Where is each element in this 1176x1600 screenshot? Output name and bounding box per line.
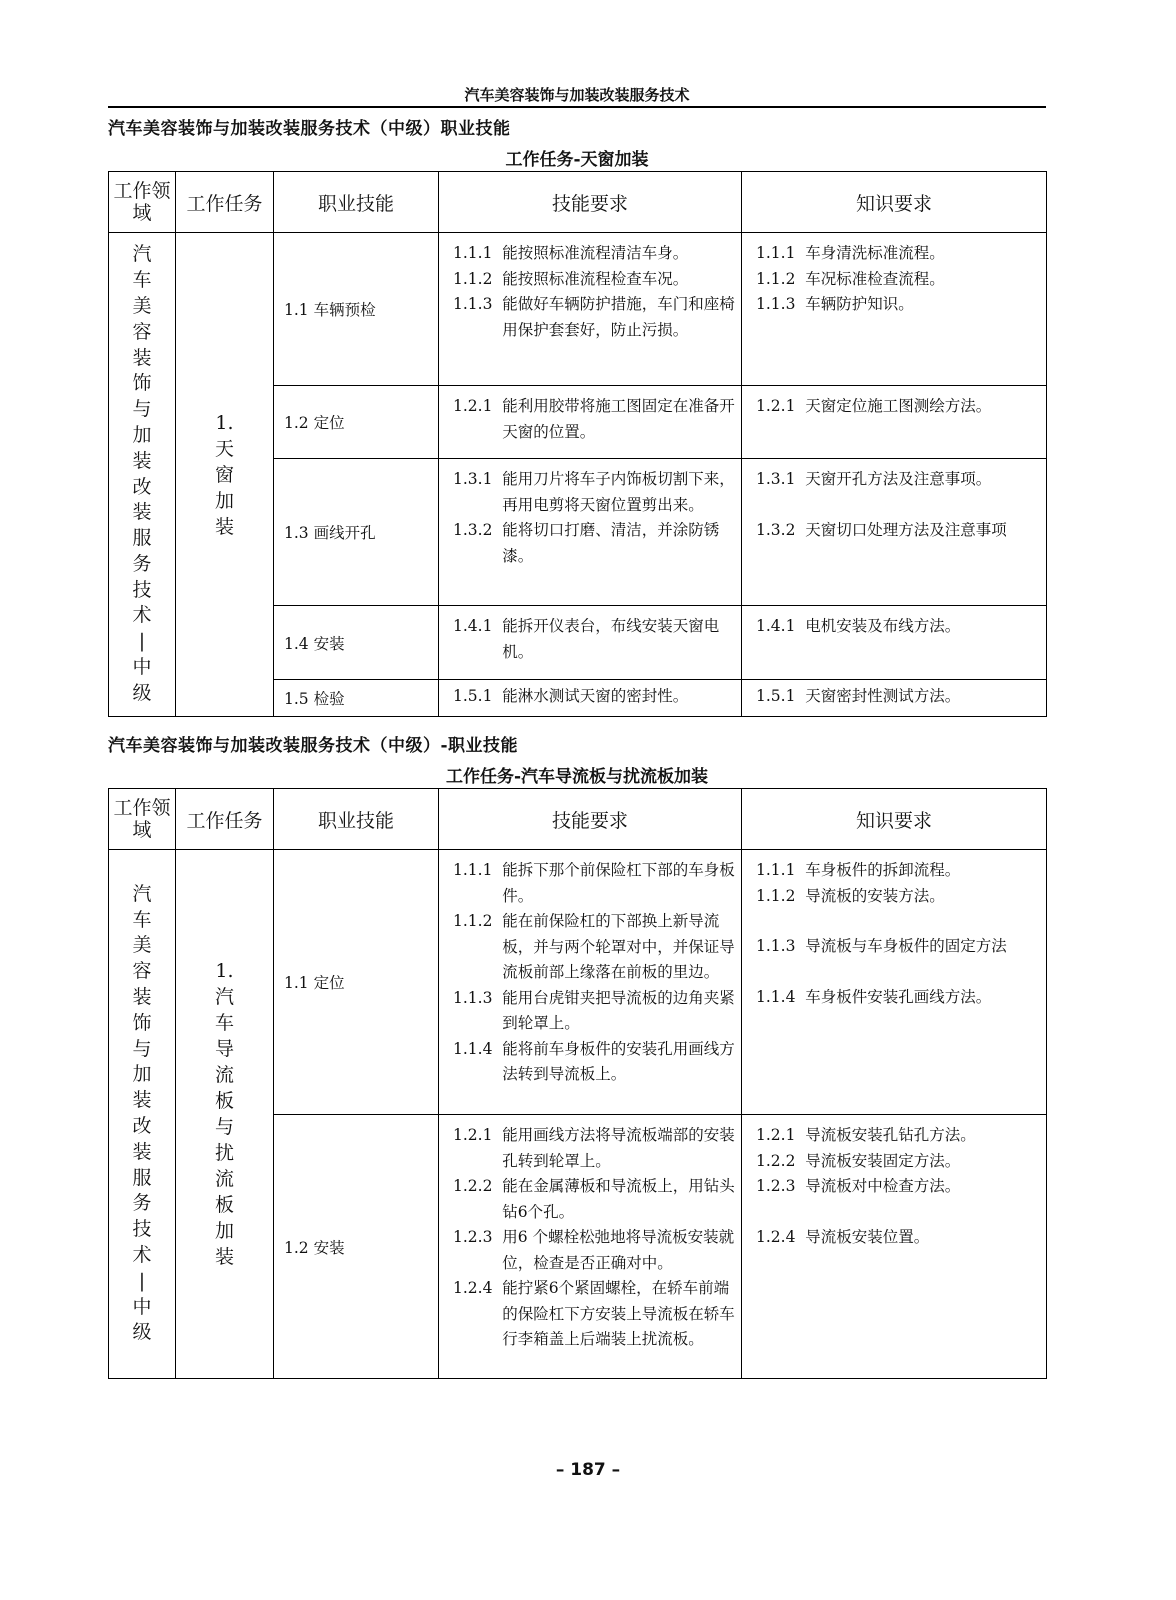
vertical-char: 级 (132, 681, 152, 704)
requirement-number: 1.1.1 (756, 861, 806, 879)
requirement-number: 1.2.3 (756, 1177, 806, 1195)
requirement-number: 1.4.1 (453, 617, 503, 635)
vertical-char: 装 (214, 1246, 234, 1268)
skills-table (108, 171, 1047, 717)
requirement-number: 1.1.3 (453, 988, 503, 1007)
page-number: – 187 – (555, 1460, 621, 1480)
vertical-char: 汽 (132, 882, 152, 905)
skill-req-cell (439, 680, 742, 717)
vertical-char: 装 (132, 1089, 152, 1112)
vertical-char: 装 (132, 986, 152, 1009)
requirement-number: 1.4.1 (756, 617, 806, 635)
skill-cell: 1.1 车辆预检 (274, 233, 439, 386)
header-task: 工作任务 (176, 789, 274, 850)
requirement-item (756, 241, 1040, 267)
section-title: 汽车美容装饰与加装改装服务技术（中级）职业技能 (108, 119, 511, 139)
requirement-item (756, 394, 1040, 420)
knowledge-req-cell (742, 850, 1047, 1115)
work-task-text (176, 410, 273, 540)
vertical-char: 加 (214, 489, 234, 512)
requirement-number: 1.2.4 (756, 1227, 806, 1246)
vertical-char: 汽 (132, 243, 152, 266)
vertical-char: 扰 (214, 1142, 234, 1164)
table-header-row (109, 172, 1047, 233)
vertical-char: 车 (132, 908, 152, 931)
requirement-number: 1.1.4 (453, 1039, 503, 1058)
requirement-text: 导流板对中检查方法。 (805, 1177, 961, 1195)
requirement-text: 导流板的安装方法。 (805, 886, 945, 905)
skill-req-cell (439, 459, 742, 606)
requirement-number: 1.2.1 (453, 1126, 503, 1144)
requirement-number: 1.5.1 (453, 687, 503, 705)
knowledge-req-cell (742, 606, 1047, 680)
requirement-text: 用6 个螺栓松弛地将导流板安装就位，检查是否正确对中。 (502, 1228, 735, 1272)
header-skill-req: 技能要求 (439, 172, 742, 233)
requirement-item (756, 518, 1040, 544)
vertical-char: 装 (132, 346, 152, 369)
requirement-item (453, 292, 735, 343)
vertical-char: 务 (132, 552, 152, 575)
vertical-char: 导 (214, 1038, 234, 1060)
table-row (109, 850, 1047, 1115)
vertical-char: 饰 (132, 1011, 152, 1034)
vertical-char: 板 (214, 1194, 234, 1216)
vertical-char: 美 (132, 934, 152, 957)
vertical-char: 车 (214, 1012, 234, 1034)
requirement-item (756, 1225, 1040, 1251)
requirement-text: 天窗密封性测试方法。 (805, 687, 961, 705)
requirement-text: 能按照标准流程清洁车身。 (502, 244, 689, 262)
skill-cell: 1.5 检验 (274, 680, 439, 717)
vertical-char: 与 (132, 1037, 152, 1060)
requirement-number: 1.1.3 (756, 295, 806, 313)
requirement-text: 车况标准检查流程。 (805, 269, 945, 288)
vertical-char: | (138, 1269, 146, 1292)
skill-cell: 1.3 画线开孔 (274, 459, 439, 606)
requirement-text: 车辆防护知识。 (805, 295, 914, 313)
requirement-item (453, 1123, 735, 1174)
requirement-item (453, 858, 735, 909)
work-task-cell (176, 233, 274, 717)
vertical-char: 装 (132, 501, 152, 524)
requirement-text: 能用台虎钳夹把导流板的边角夹紧到轮罩上。 (502, 988, 735, 1032)
requirement-text: 车身清洗标准流程。 (805, 244, 945, 262)
header-rule (108, 106, 1046, 108)
work-domain-cell (109, 850, 176, 1379)
vertical-char: 容 (132, 320, 152, 343)
requirement-number: 1.2.3 (453, 1228, 503, 1246)
skill-cell: 1.2 定位 (274, 386, 439, 459)
requirement-number: 1.1.4 (756, 987, 806, 1006)
requirement-number: 1.2.4 (453, 1279, 503, 1297)
requirement-number: 1.1.2 (453, 269, 503, 288)
work-domain-cell (109, 233, 176, 717)
vertical-char: 与 (132, 398, 152, 421)
requirement-item (453, 1037, 735, 1088)
knowledge-req-cell (742, 680, 1047, 717)
header-skill: 职业技能 (274, 172, 439, 233)
requirement-number: 1.3.2 (756, 520, 806, 539)
skill-req-cell (439, 850, 742, 1115)
skill-cell: 1.4 安装 (274, 606, 439, 680)
requirement-text: 车身板件的拆卸流程。 (805, 861, 961, 879)
header-skill: 职业技能 (274, 789, 439, 850)
vertical-char: 装 (132, 449, 152, 472)
requirement-number: 1.1.2 (453, 912, 503, 930)
skill-cell: 1.2 安装 (274, 1115, 439, 1379)
requirement-item (453, 267, 735, 293)
vertical-char: 饰 (132, 372, 152, 395)
requirement-item (756, 614, 1040, 640)
header-knowledge-req: 知识要求 (742, 172, 1047, 233)
section-title: 汽车美容装饰与加装改装服务技术（中级）-职业技能 (108, 736, 519, 756)
requirement-item (756, 292, 1040, 318)
vertical-char: 天 (214, 437, 234, 460)
requirement-item (756, 467, 1040, 493)
requirement-item (453, 467, 735, 518)
header-task: 工作任务 (176, 172, 274, 233)
skills-table (108, 788, 1047, 1379)
skill-req-cell (439, 386, 742, 459)
requirement-number: 1.2.1 (756, 397, 806, 415)
vertical-char: 术 (132, 604, 152, 627)
requirement-number: 1.3.1 (453, 470, 503, 488)
skill-req-cell (439, 1115, 742, 1379)
requirement-text: 能做好车辆防护措施，车门和座椅用保护套套好，防止污损。 (502, 295, 735, 339)
header-domain: 工作领域 (109, 172, 176, 233)
requirement-number: 1.1.1 (453, 244, 503, 262)
requirement-number: 1.1.3 (453, 295, 503, 313)
requirement-number: 1.5.1 (756, 687, 806, 705)
vertical-char: 1. (215, 411, 234, 434)
requirement-item (453, 241, 735, 267)
vertical-char: 车 (132, 269, 152, 292)
vertical-char: 美 (132, 294, 152, 317)
requirement-item (756, 884, 1040, 910)
requirement-text: 能用刀片将车子内饰板切割下来，再用电剪将天窗位置剪出来。 (502, 470, 735, 514)
skill-req-cell (439, 606, 742, 680)
requirement-item (453, 518, 735, 569)
requirement-item (453, 986, 735, 1037)
vertical-char: 技 (132, 1218, 152, 1241)
requirement-number: 1.1.1 (756, 244, 806, 262)
requirement-number: 1.2.1 (453, 397, 503, 415)
requirement-item (453, 684, 735, 710)
vertical-char: 加 (214, 1220, 234, 1242)
requirement-item (453, 909, 735, 986)
vertical-char: 流 (214, 1064, 234, 1086)
vertical-char: 服 (132, 1166, 152, 1189)
requirement-item (453, 1174, 735, 1225)
running-header: 汽车美容装饰与加装改装服务技术 (464, 86, 690, 104)
requirement-text: 导流板安装位置。 (805, 1227, 930, 1246)
requirement-text: 能在前保险杠的下部换上新导流板，并与两个轮罩对中，并保证导流板前部上缘落在前板的里边。 (502, 912, 735, 981)
requirement-text: 能在金属薄板和导流板上，用钻头钻6个孔。 (502, 1177, 735, 1221)
knowledge-req-cell (742, 1115, 1047, 1379)
work-task-text (176, 958, 273, 1270)
vertical-char: 加 (132, 1063, 152, 1086)
vertical-char: 板 (214, 1090, 234, 1112)
knowledge-req-cell (742, 386, 1047, 459)
requirement-item (756, 684, 1040, 710)
vertical-char: 汽 (214, 986, 234, 1008)
requirement-text: 能将切口打磨、清洁，并涂防锈漆。 (502, 521, 720, 565)
task-caption: 工作任务-天窗加装 (505, 150, 649, 170)
knowledge-req-cell (742, 233, 1047, 386)
requirement-number: 1.2.2 (756, 1151, 806, 1170)
requirement-item (453, 394, 735, 445)
requirement-text: 电机安装及布线方法。 (805, 617, 961, 635)
requirement-number: 1.1.1 (453, 861, 503, 879)
header-domain: 工作领域 (109, 789, 176, 850)
requirement-text: 能按照标准流程检查车况。 (502, 269, 689, 288)
vertical-char: 装 (132, 1140, 152, 1163)
vertical-char: 容 (132, 960, 152, 983)
requirement-text: 能淋水测试天窗的密封性。 (502, 687, 689, 705)
table-header-row (109, 789, 1047, 850)
requirement-item (756, 1149, 1040, 1175)
vertical-char: 装 (214, 515, 234, 538)
header-knowledge-req: 知识要求 (742, 789, 1047, 850)
vertical-char: 加 (132, 423, 152, 446)
vertical-char: 级 (132, 1321, 152, 1344)
requirement-item (453, 1276, 735, 1353)
requirement-text: 导流板安装固定方法。 (805, 1151, 961, 1170)
requirement-item (453, 614, 735, 665)
requirement-text: 导流板安装孔钻孔方法。 (805, 1126, 976, 1144)
requirement-text: 能拆开仪表台，布线安装天窗电机。 (502, 617, 720, 661)
requirement-text: 能利用胶带将施工图固定在准备开天窗的位置。 (502, 397, 735, 441)
vertical-char: 改 (132, 475, 152, 498)
work-domain-text (109, 882, 175, 1346)
requirement-item (756, 1123, 1040, 1149)
requirement-number: 1.1.2 (756, 886, 806, 905)
work-domain-text (109, 242, 175, 706)
vertical-char: 务 (132, 1192, 152, 1215)
work-task-cell (176, 850, 274, 1379)
requirement-text: 能拆下那个前保险杠下部的车身板件。 (502, 861, 735, 905)
knowledge-req-cell (742, 459, 1047, 606)
requirement-text: 天窗开孔方法及注意事项。 (805, 470, 992, 488)
requirement-text: 能拧紧6个紧固螺栓，在轿车前端的保险杠下方安装上导流板在轿车行李箱盖上后端装上扰流板。 (502, 1279, 735, 1348)
requirement-item (756, 934, 1040, 960)
requirement-number: 1.2.2 (453, 1177, 503, 1195)
requirement-item (756, 1174, 1040, 1200)
requirement-item (756, 985, 1040, 1011)
vertical-char: 中 (132, 1295, 152, 1318)
vertical-char: 1. (215, 960, 234, 982)
requirement-text: 导流板与车身板件的固定方法 (805, 937, 1007, 955)
requirement-item (453, 1225, 735, 1276)
requirement-number: 1.1.2 (756, 269, 806, 288)
vertical-char: 中 (132, 656, 152, 679)
vertical-char: 窗 (214, 463, 234, 486)
header-skill-req: 技能要求 (439, 789, 742, 850)
requirement-text: 能用画线方法将导流板端部的安装孔转到轮罩上。 (502, 1126, 735, 1170)
skill-cell: 1.1 定位 (274, 850, 439, 1115)
requirement-number: 1.1.3 (756, 937, 806, 955)
vertical-char: 术 (132, 1243, 152, 1266)
skill-req-cell (439, 233, 742, 386)
table-row (109, 233, 1047, 386)
vertical-char: 改 (132, 1115, 152, 1137)
vertical-char: 服 (132, 527, 152, 550)
requirement-item (756, 267, 1040, 293)
vertical-char: | (138, 630, 146, 653)
requirement-number: 1.2.1 (756, 1126, 806, 1144)
requirement-number: 1.3.1 (756, 470, 806, 488)
vertical-char: 技 (132, 578, 152, 601)
vertical-char: 与 (214, 1116, 234, 1138)
requirement-number: 1.3.2 (453, 521, 503, 539)
requirement-text: 天窗定位施工图测绘方法。 (805, 397, 992, 415)
task-caption: 工作任务-汽车导流板与扰流板加装 (445, 767, 709, 787)
requirement-text: 能将前车身板件的安装孔用画线方法转到导流板上。 (502, 1039, 735, 1083)
requirement-text: 天窗切口处理方法及注意事项 (805, 520, 1007, 539)
requirement-text: 车身板件安装孔画线方法。 (805, 987, 992, 1006)
vertical-char: 流 (214, 1168, 234, 1190)
requirement-item (756, 858, 1040, 884)
